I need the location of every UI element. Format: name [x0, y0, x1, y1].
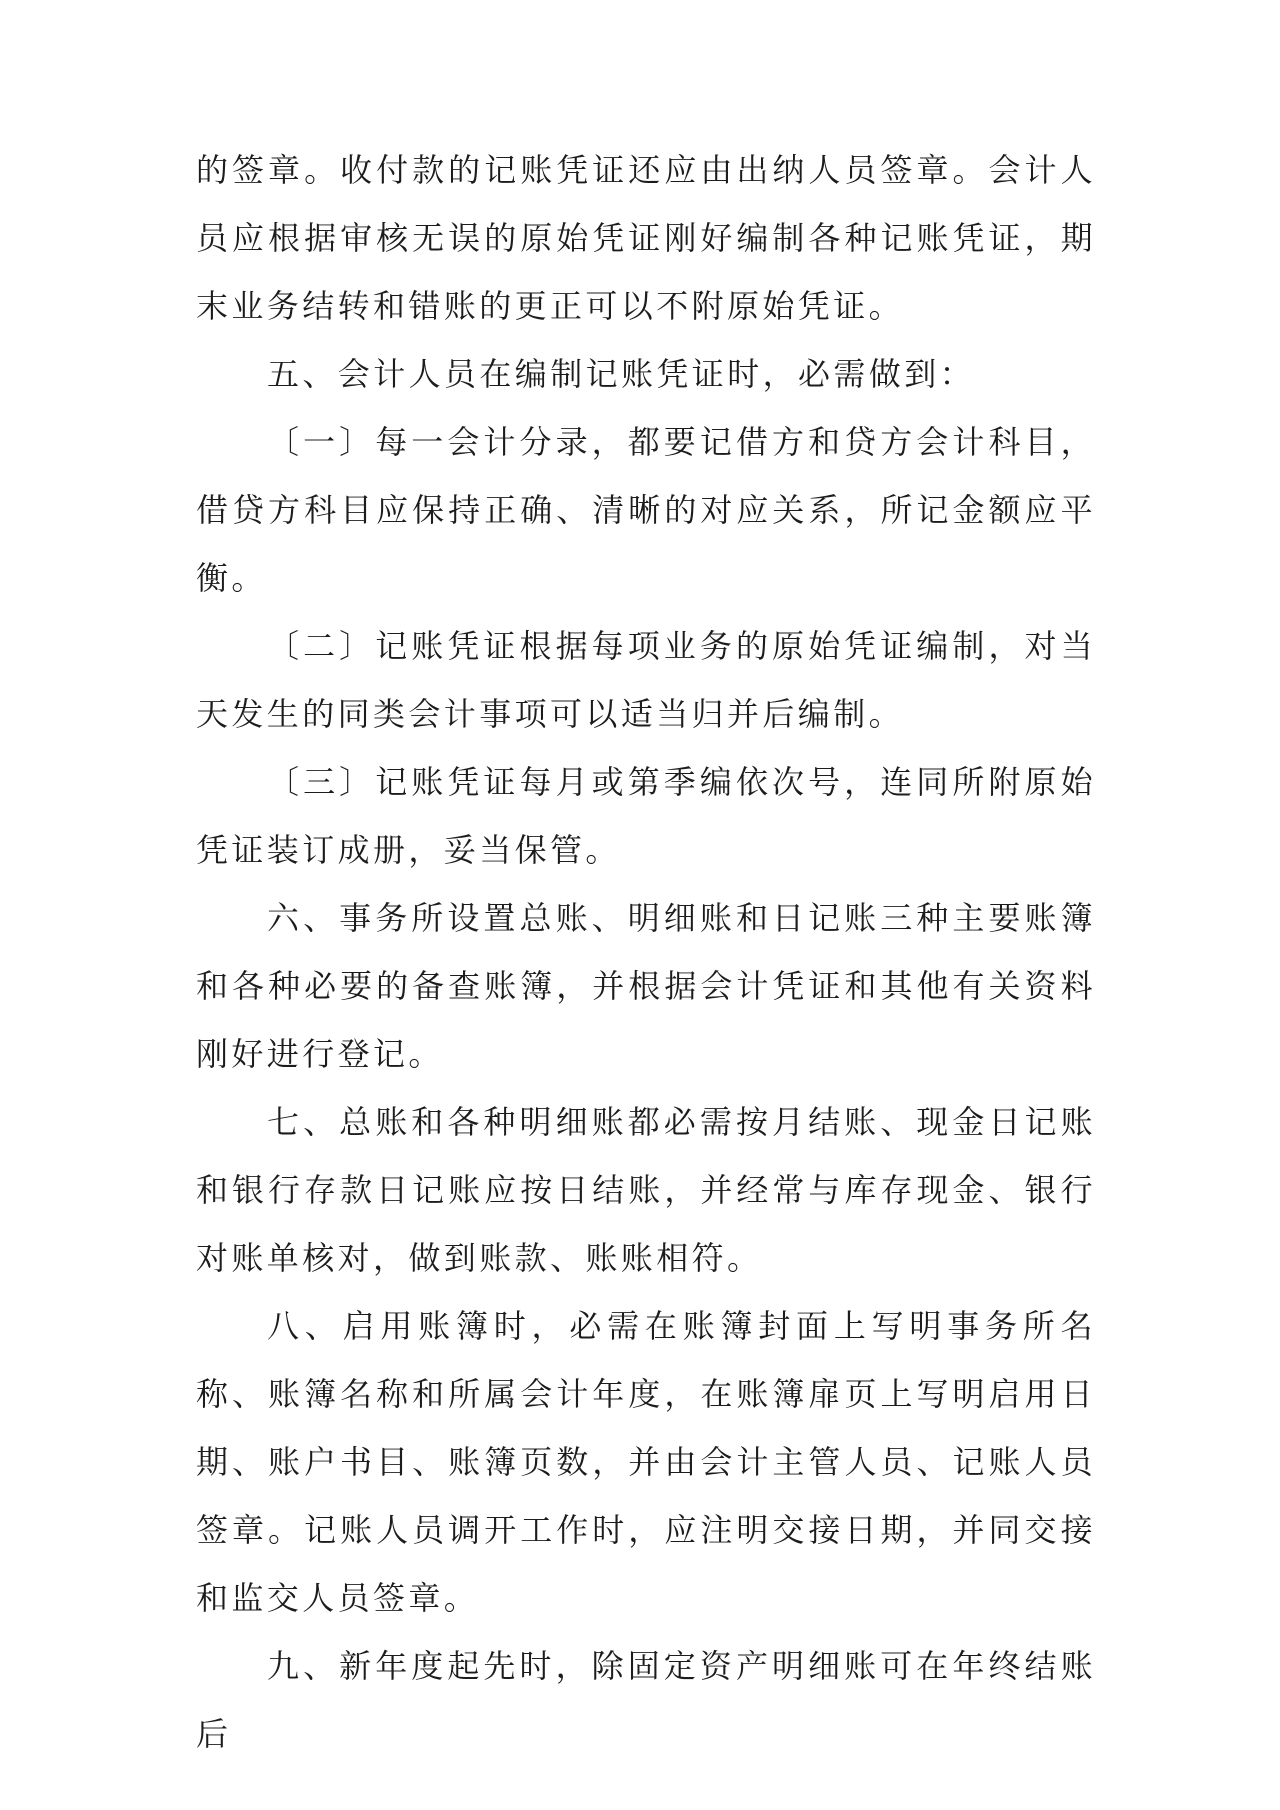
- paragraph-item-9: 九、新年度起先时，除固定资产明细账可在年终结账后: [196, 1647, 1096, 1753]
- paragraph-subitem-2: 〔二〕记账凭证根据每项业务的原始凭证编制，对当天发生的同类会计事项可以适当归并后编制。: [196, 627, 1096, 733]
- paragraph-item-8: 八、启用账簿时，必需在账簿封面上写明事务所名称、账簿名称和所属会计年度，在账簿扉页上写明启用日期、账户书目、账簿页数，并由会计主管人员、记账人员签章。记账人员调开工作时，应注明交接日期，并同交接和监交人员签章。: [196, 1307, 1096, 1617]
- paragraph-subitem-1: 〔一〕每一会计分录，都要记借方和贷方会计科目，借贷方科目应保持正确、清晰的对应关系，所记金额应平衡。: [196, 423, 1096, 597]
- paragraph-continuation: 的签章。收付款的记账凭证还应由出纳人员签章。会计人员应根据审核无误的原始凭证刚好编制各种记账凭证，期末业务结转和错账的更正可以不附原始凭证。: [196, 151, 1096, 325]
- paragraph-item-7: 七、总账和各种明细账都必需按月结账、现金日记账和银行存款日记账应按日结账，并经常与库存现金、银行对账单核对，做到账款、账账相符。: [196, 1103, 1096, 1277]
- document-body: [196, 136, 1096, 1768]
- paragraph-item-6: 六、事务所设置总账、明细账和日记账三种主要账簿和各种必要的备查账簿，并根据会计凭证和其他有关资料刚好进行登记。: [196, 899, 1096, 1073]
- paragraph-subitem-3: 〔三〕记账凭证每月或第季编依次号，连同所附原始凭证装订成册，妥当保管。: [196, 763, 1096, 869]
- paragraph-item-5: 五、会计人员在编制记账凭证时，必需做到：: [267, 355, 976, 393]
